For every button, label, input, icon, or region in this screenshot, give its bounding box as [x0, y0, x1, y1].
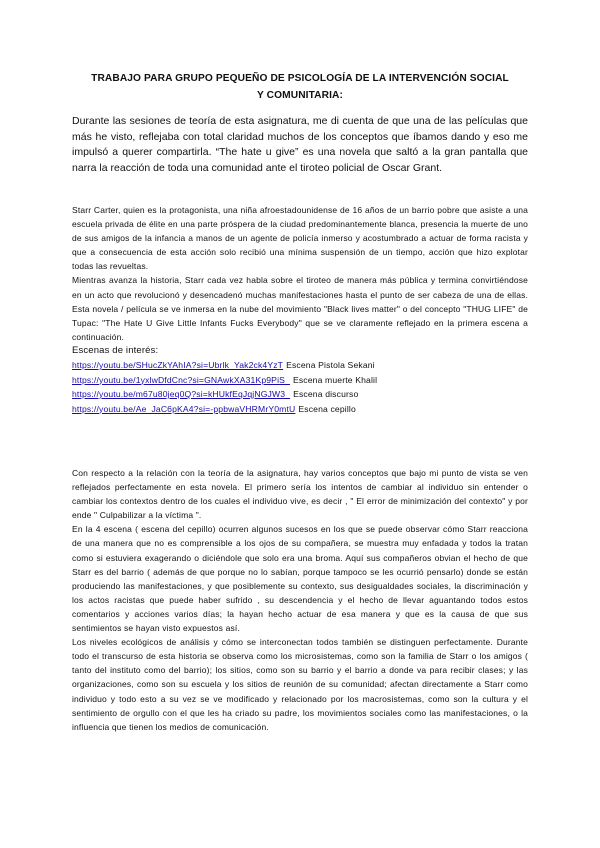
scene-label: Escena cepillo — [298, 403, 356, 414]
title-line-1: TRABAJO PARA GRUPO PEQUEÑO DE PSICOLOGÍA DE LA INTERVENCIÓN SOCIAL — [91, 73, 509, 84]
paragraph-5: Los niveles ecológicos de análisis y cómo se interconectan todos también se distinguen perfectamente. Durante todo el transcurso de esta historia se observa como los microsistemas, como son la familia de Starr o los amigos ( tanto del instituto como del barrio); los sitios, como son su barrio y el barrio a donde va para recibir clases; y las organizaciones, como son su escuela y los sitios de reunión de su comunidad; afectan directamente a Starr como individuo y todo esto a su vez se ve modificado y relacionado por los macrosistemas, como son la cultura y el sentimiento de orgullo con el que les ha criado su padre, los movimientos sociales como las manifestaciones, o la influencia que tienen los medios de comunicación. — [72, 637, 528, 732]
scene-row — [72, 358, 528, 373]
scene-row — [72, 373, 528, 388]
scene-label: Escena Pistola Sekani — [286, 360, 375, 371]
paragraph-1: Starr Carter, quien es la protagonista, una niña afroestadounidense de 16 años de un barrio pobre que asiste a una escuela privada de élite en una parte próspera de la ciudad predominantemente blanca, presencia la muerte de uno de sus amigos de la infancia a manos de un agente de policía inmerso y acostumbrado a actuar de forma racista y que a consecuencia de esta acción solo recibió una mínima suspensión de un tiempo, acción que hizo explotar todas las revueltas. — [72, 205, 528, 272]
title-line-2: Y COMUNITARIA: — [257, 90, 343, 101]
scene-link[interactable]: https://youtu.be/m67u80jeq0Q?si=kHUkfEqJqjNGJW3_ — [72, 389, 291, 400]
scenes-heading: Escenas de interés: — [72, 344, 159, 356]
intro-paragraph: Durante las sesiones de teoría de esta asignatura, me di cuenta de que una de las películas que más he visto, reflejaba con total claridad muchos de los conceptos que íbamos dando y eso me impulsó a querer compartirla. “The hate u give” es una novela que saltó a la gran pantalla que narra la reacción de toda una comunidad ante el tiroteo policial de Oscar Grant. — [72, 115, 528, 174]
paragraph-4: En la 4 escena ( escena del cepillo) ocurren algunos sucesos en los que se puede observar cómo Starr reacciona de una manera que no es comprensible a los ojos de su compañera, se muestra muy enfadada y todos la tratan como si estuviera exagerando o diciéndole que solo era una broma. Aquí sus compañeros obvian el hecho de que Starr es del barrio ( además de que porque no lo sabían, porque tampoco se les ocurrió pensarlo) donde se están produciendo las manifestaciones, y que posiblemente su contexto, sus desigualdades sociales, la discriminación y los actos racistas que puede haber sufrido , su descendencia y el hecho de llevar aguantando todos estos comentarios y acciones varios días; la hayan hecho actuar de esa manera y que es la causa de que sus sentimientos se hayan visto expuestos así. — [72, 524, 528, 634]
scene-link[interactable]: https://youtu.be/SHucZkYAhIA?si=Ubrlk_Yak2ck4YzT — [72, 360, 284, 371]
body-section-2 — [72, 466, 528, 734]
scene-label: Escena muerte Khalil — [292, 374, 378, 385]
paragraph-3: Con respecto a la relación con la teoría de la asignatura, hay varios conceptos que bajo mi punto de vista se ven reflejados perfectamente en esta novela. El primero sería los intentos de cambiar al individuo sin entender o cambiar los contextos dentro de los cuales el individuo vive, es decir , " El error de minimización del contexto" y por ende " Culpabilizar a la víctima ". — [72, 468, 528, 521]
scene-label: Escena discurso — [293, 389, 359, 400]
paragraph-2: Mientras avanza la historia, Starr cada vez habla sobre el tiroteo de manera más pública y termina convirtiéndose en un acto que revolucionó y desencadenó muchas manifestaciones hasta el punto de ser cabeza de una de ellas. Esta novela / película se ve inmersa en la nube del movimiento "Black lives matter" o del concepto "THUG LIFE" de Tupac: "The Hate U Give Little Infants Fucks Everybody" que se ve claramente reflejado en la primera escena a continuación. — [72, 275, 528, 342]
scene-row — [72, 387, 528, 402]
scene-row — [72, 402, 528, 417]
scene-link[interactable]: https://youtu.be/1yxlwDfdCnc?si=GNAwkXA31Kp9PiS_ — [72, 374, 290, 385]
body-section-1 — [72, 203, 528, 416]
scene-link[interactable]: https://youtu.be/Ae_JaC6pKA4?si=-ppbwaVHRMrY0mtU — [72, 403, 296, 414]
document-title — [72, 70, 528, 104]
